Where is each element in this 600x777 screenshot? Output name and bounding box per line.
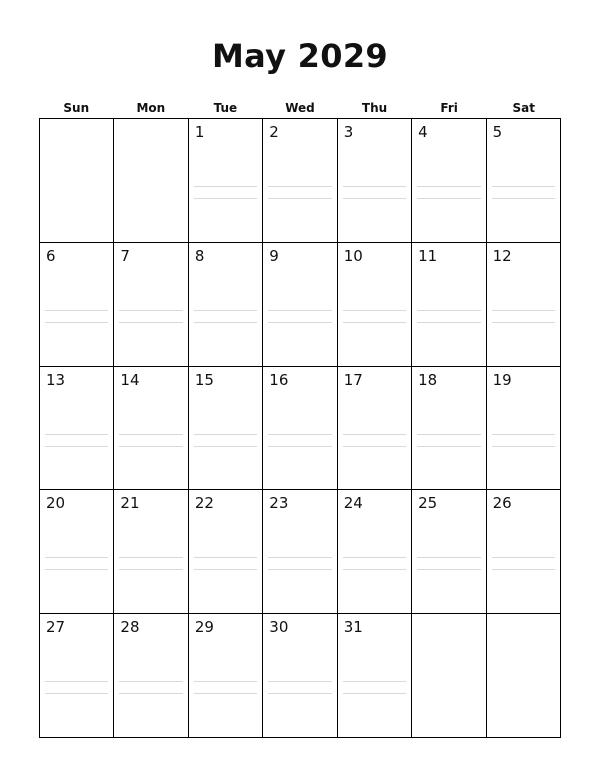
day-number: 4 xyxy=(418,123,428,141)
note-line xyxy=(268,434,331,435)
day-cell[interactable] xyxy=(189,243,263,367)
note-line xyxy=(343,557,406,558)
day-cell[interactable] xyxy=(189,490,263,614)
note-line xyxy=(417,569,480,570)
note-line xyxy=(119,557,182,558)
note-line xyxy=(119,681,182,682)
weekday-tue: Tue xyxy=(213,101,238,115)
day-number: 11 xyxy=(418,246,438,265)
weekday-sat: Sat xyxy=(512,101,535,115)
note-line xyxy=(343,446,406,447)
note-line xyxy=(417,198,480,199)
note-line xyxy=(45,693,108,694)
note-line xyxy=(194,681,257,682)
note-line xyxy=(45,310,108,311)
note-line xyxy=(343,569,406,570)
day-number: 12 xyxy=(492,246,512,265)
note-line xyxy=(417,322,480,323)
note-line xyxy=(492,186,555,187)
note-line xyxy=(492,557,555,558)
day-number: 31 xyxy=(343,618,363,637)
day-cell[interactable] xyxy=(263,119,337,243)
day-cell[interactable] xyxy=(263,490,337,614)
note-line xyxy=(194,434,257,435)
day-cell[interactable] xyxy=(487,243,561,367)
day-number: 20 xyxy=(46,494,66,513)
note-line xyxy=(45,681,108,682)
day-cell[interactable] xyxy=(487,490,561,614)
note-line xyxy=(417,434,480,435)
empty-day-cell xyxy=(487,614,561,738)
weekday-thu: Thu xyxy=(361,101,388,115)
note-line xyxy=(194,446,257,447)
day-cell[interactable] xyxy=(263,367,337,491)
day-number: 7 xyxy=(120,246,130,265)
note-line xyxy=(119,569,182,570)
note-line xyxy=(268,310,331,311)
day-number: 1 xyxy=(194,123,205,141)
weekday-fri: Fri xyxy=(440,101,458,115)
note-line xyxy=(492,322,555,323)
note-line xyxy=(119,310,182,311)
note-line xyxy=(119,446,182,447)
day-number: 21 xyxy=(120,494,140,513)
day-cell[interactable] xyxy=(338,243,412,367)
note-line xyxy=(45,557,108,558)
day-cell[interactable] xyxy=(114,614,188,738)
note-line xyxy=(343,434,406,435)
note-line xyxy=(417,186,480,187)
note-line xyxy=(45,434,108,435)
note-line xyxy=(45,569,108,570)
note-line xyxy=(417,446,480,447)
day-cell[interactable] xyxy=(412,243,486,367)
day-number: 22 xyxy=(194,494,214,513)
note-line xyxy=(268,569,331,570)
day-cell[interactable] xyxy=(412,490,486,614)
day-number: 28 xyxy=(120,618,140,637)
weekday-wed: Wed xyxy=(285,101,315,115)
day-number: 10 xyxy=(343,246,363,265)
day-cell[interactable] xyxy=(338,614,412,738)
note-line xyxy=(492,569,555,570)
note-line xyxy=(343,186,406,187)
day-cell[interactable] xyxy=(40,243,114,367)
note-line xyxy=(194,569,257,570)
day-number: 19 xyxy=(492,370,512,389)
day-number: 30 xyxy=(269,618,289,637)
day-number: 17 xyxy=(343,370,363,389)
note-line xyxy=(45,446,108,447)
day-cell[interactable] xyxy=(338,119,412,243)
note-line xyxy=(194,557,257,558)
day-cell[interactable] xyxy=(114,367,188,491)
day-number: 9 xyxy=(269,246,279,265)
day-cell[interactable] xyxy=(338,367,412,491)
note-line xyxy=(268,557,331,558)
day-number: 29 xyxy=(194,618,214,637)
day-cell[interactable] xyxy=(487,367,561,491)
note-line xyxy=(343,310,406,311)
month-title: May 2029 xyxy=(212,37,388,75)
note-line xyxy=(194,186,257,187)
day-cell[interactable] xyxy=(189,614,263,738)
note-line xyxy=(492,198,555,199)
day-cell[interactable] xyxy=(189,367,263,491)
day-number: 5 xyxy=(492,123,503,141)
note-line xyxy=(343,693,406,694)
day-cell[interactable] xyxy=(40,367,114,491)
note-line xyxy=(268,693,331,694)
note-line xyxy=(194,322,257,323)
day-number: 16 xyxy=(269,370,289,389)
day-number: 13 xyxy=(46,370,66,389)
day-number: 15 xyxy=(194,370,214,389)
note-line xyxy=(268,322,331,323)
day-number: 23 xyxy=(269,494,289,513)
day-cell[interactable] xyxy=(114,243,188,367)
note-line xyxy=(268,186,331,187)
empty-day-cell xyxy=(40,119,114,243)
note-line xyxy=(343,681,406,682)
day-cell[interactable] xyxy=(487,119,561,243)
day-cell[interactable] xyxy=(338,490,412,614)
day-number: 3 xyxy=(343,123,354,141)
weekday-mon: Mon xyxy=(136,101,166,115)
weekday-header xyxy=(39,99,561,117)
note-line xyxy=(417,310,480,311)
day-number: 25 xyxy=(418,494,438,513)
day-number: 8 xyxy=(194,246,205,265)
day-cell[interactable] xyxy=(412,119,486,243)
note-line xyxy=(119,693,182,694)
note-line xyxy=(492,310,555,311)
day-number: 18 xyxy=(418,370,438,389)
note-line xyxy=(45,322,108,323)
note-line xyxy=(343,322,406,323)
day-cell[interactable] xyxy=(40,614,114,738)
note-line xyxy=(268,681,331,682)
note-line xyxy=(119,322,182,323)
note-line xyxy=(119,434,182,435)
day-cell[interactable] xyxy=(263,614,337,738)
day-number: 26 xyxy=(492,494,512,513)
weekday-sun: Sun xyxy=(63,101,90,115)
day-number: 6 xyxy=(46,246,56,265)
note-line xyxy=(268,446,331,447)
day-cell[interactable] xyxy=(412,367,486,491)
empty-day-cell xyxy=(114,119,188,243)
empty-day-cell xyxy=(412,614,486,738)
note-line xyxy=(417,557,480,558)
day-cell[interactable] xyxy=(114,490,188,614)
note-line xyxy=(343,198,406,199)
day-number: 24 xyxy=(343,494,363,513)
day-cell[interactable] xyxy=(189,119,263,243)
note-line xyxy=(194,310,257,311)
day-number: 27 xyxy=(46,618,66,637)
calendar-grid xyxy=(39,118,561,738)
note-line xyxy=(268,198,331,199)
day-number: 14 xyxy=(120,370,140,389)
day-cell[interactable] xyxy=(263,243,337,367)
note-line xyxy=(492,434,555,435)
note-line xyxy=(492,446,555,447)
note-line xyxy=(194,198,257,199)
note-line xyxy=(194,693,257,694)
day-cell[interactable] xyxy=(40,490,114,614)
day-number: 2 xyxy=(269,123,279,141)
